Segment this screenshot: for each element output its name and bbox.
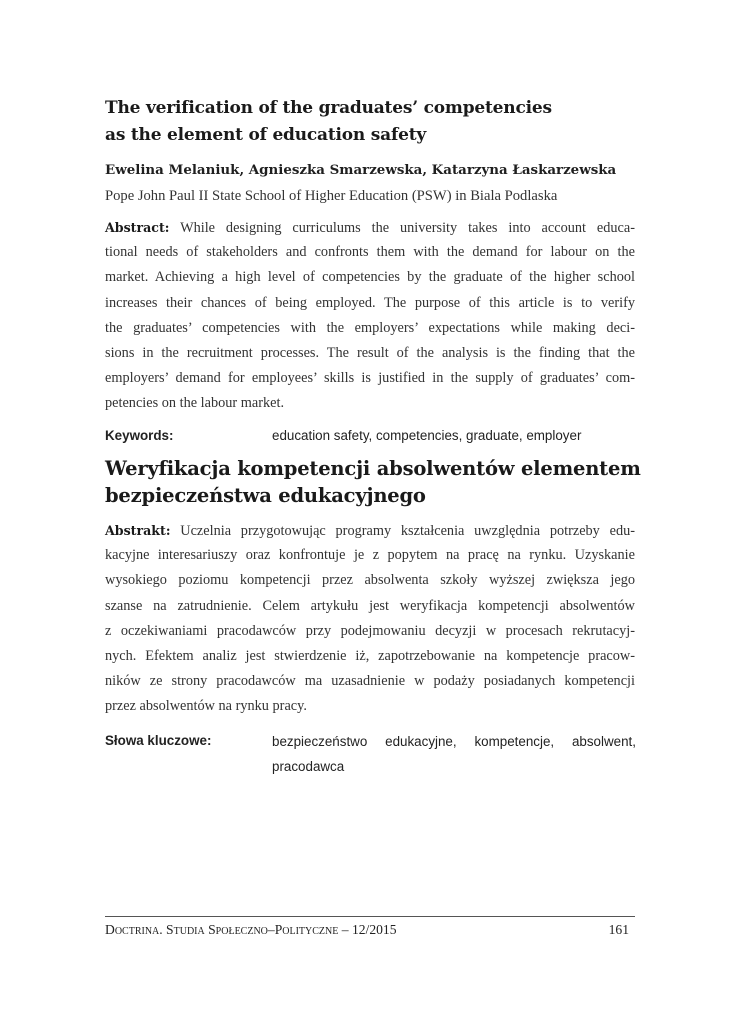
abstract-line: wysokiego poziomu kompetencji przez absolwenta szkoły wyższej zwiększa jego (105, 572, 635, 589)
abstract-line: the graduates’ competencies with the employers’ expectations while making deci- (105, 319, 635, 336)
abstract-line: nych. Efektem analiz jest stwierdzenie iż, zapotrzebowanie na kompetencje pracow- (105, 647, 635, 664)
footer-divider (105, 916, 635, 917)
abstract-text: While designing curriculums the university takes into account educa- (169, 220, 635, 236)
abstract-line: kacyjne interesariuszy oraz konfrontuje je z popytem na pracę na rynku. Uzyskanie (105, 547, 635, 564)
keywords-line: bezpieczeństwo edukacyjne, kompetencje, absolwent, (272, 734, 636, 749)
keywords-label: Keywords: (105, 428, 174, 443)
abstract-line: petencies on the labour market. (105, 395, 285, 412)
abstract-label: Abstract: (105, 220, 170, 235)
abstract-label: Abstrakt: (105, 523, 171, 538)
abstract-line: sions in the recruitment processes. The result of the analysis is the finding that the (105, 344, 635, 361)
keywords-text (272, 733, 636, 783)
abstract-line: ników ze strony pracodawców ma uzasadnienie w podaży posiadanych kompetencji (105, 673, 635, 690)
english-title-line: The verification of the graduates’ competencies (105, 98, 552, 118)
english-title (105, 95, 645, 149)
english-keywords (105, 428, 635, 448)
authors: Ewelina Melaniuk, Agnieszka Smarzewska, Katarzyna Łaskarzewska (105, 162, 617, 178)
abstract-line: increases their chances of being employed. The purpose of this article is to verify (105, 294, 635, 311)
page-number: 161 (608, 922, 629, 937)
footer-journal-name: Doctrina. Studia Społeczno–Polityczne – 12/2015 (105, 922, 397, 937)
english-abstract (105, 215, 635, 417)
polish-abstract (105, 518, 635, 720)
abstract-line: market. Achieving a high level of competencies by the graduate of the higher school (105, 269, 635, 286)
abstract-text: Uczelnia przygotowując programy kształcenia uwzględnia potrzeby edu- (170, 523, 635, 539)
abstract-line: employers’ demand for employees’ skills is justified in the supply of graduates’ com- (105, 370, 635, 387)
keywords-text: education safety, competencies, graduate, employer (272, 428, 582, 443)
keywords-line: pracodawca (272, 759, 345, 774)
abstract-line: szanse na zatrudnienie. Celem artykułu jest weryfikacja kompetencji absolwentów (105, 597, 635, 614)
english-title-line: as the element of education safety (105, 125, 427, 145)
affiliation: Pope John Paul II State School of Higher Education (PSW) in Biala Podlaska (105, 188, 558, 204)
abstract-line (105, 215, 635, 240)
polish-title-line: bezpieczeństwa edukacyjnego (105, 484, 426, 507)
polish-keywords (105, 733, 635, 783)
abstract-line: z oczekiwaniami pracodawców przy podejmowaniu decyzji w procesach rekrutacyj- (105, 622, 635, 639)
polish-title (105, 455, 645, 509)
abstract-line (105, 518, 635, 543)
abstract-line: tional needs of stakeholders and confronts them with the demand for labour on the (105, 244, 635, 261)
polish-title-line: Weryfikacja kompetencji absolwentów elementem (105, 457, 641, 480)
abstract-line: przez absolwentów na rynku pracy. (105, 698, 307, 715)
keywords-label: Słowa kluczowe: (105, 733, 212, 748)
